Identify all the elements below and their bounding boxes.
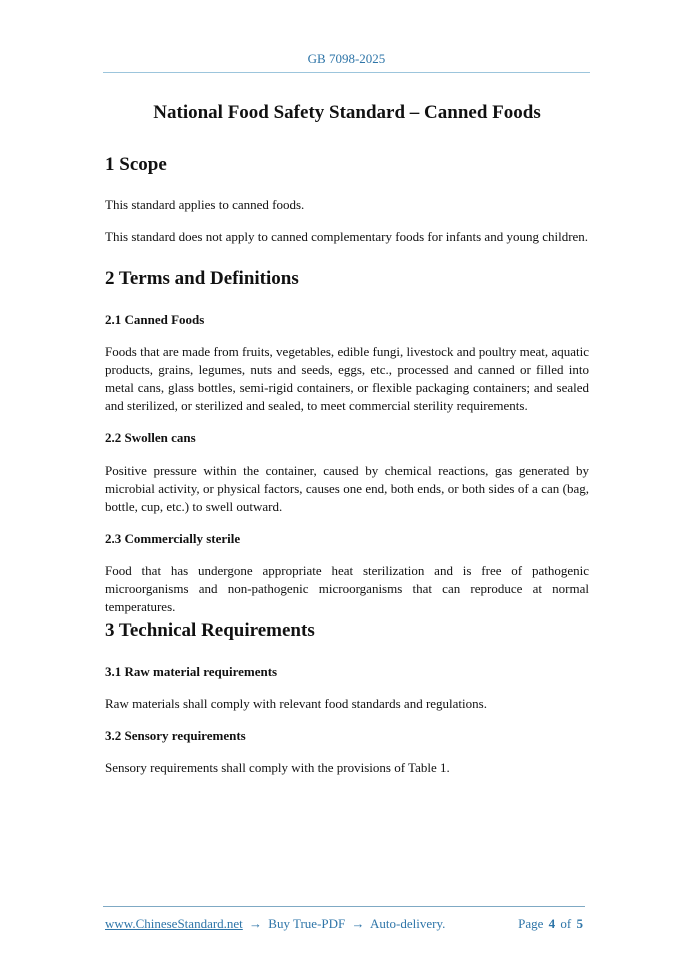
document-title: National Food Safety Standard – Canned Foods — [153, 102, 541, 123]
chinesestandard-link[interactable]: www.ChineseStandard.net — [105, 916, 243, 931]
commercially-sterile-definition: Food that has undergone appropriate heat sterilization and is free of pathogenic microorganisms and non-pathogenic microorganisms that can reproduce at normal temperatures. — [105, 563, 589, 614]
page-header — [103, 50, 590, 68]
standard-code: GB 7098-2025 — [307, 51, 386, 66]
scope-paragraph-1: This standard applies to canned foods. — [105, 197, 305, 212]
current-page-number: 4 — [548, 916, 556, 931]
arrow-right-icon: → — [351, 916, 365, 931]
canned-foods-definition: Foods that are made from fruits, vegetables, edible fungi, livestock and poultry meat, aquatic products, grains, legumes, nuts and seeds, eggs, etc., processed and canned or filled into metal cans, glass bottles, semi-rigid containers, or flexible packaging containers; and sealed and sterilized, or sterilized and sealed, to meet commercial sterility requirements. — [105, 344, 589, 413]
total-pages-number: 5 — [576, 916, 583, 931]
header-divider — [103, 72, 590, 73]
sensory-paragraph: Sensory requirements shall comply with the provisions of Table 1. — [105, 760, 450, 775]
subsection-heading-sensory: 3.2 Sensory requirements — [105, 728, 246, 743]
arrow-right-icon: → — [249, 916, 263, 931]
swollen-cans-definition: Positive pressure within the container, caused by chemical reactions, gas generated by microbial activity, or physical factors, causes one end, both ends, or both sides of a can (bag, bottle, cup, etc.) to swell outward. — [105, 463, 589, 514]
page-footer — [105, 916, 585, 932]
section-heading-scope: 1 Scope — [105, 154, 167, 175]
subsection-heading-raw-material: 3.1 Raw material requirements — [105, 664, 278, 679]
scope-paragraph-2: This standard does not apply to canned complementary foods for infants and young children. — [105, 229, 589, 244]
buy-pdf-text: Buy True-PDF — [268, 916, 346, 931]
subsection-heading-commercially-sterile: 2.3 Commercially sterile — [105, 531, 241, 546]
footer-divider — [103, 906, 585, 907]
page-of-label: of — [560, 916, 572, 931]
subsection-heading-canned-foods: 2.1 Canned Foods — [105, 312, 205, 327]
section-heading-technical: 3 Technical Requirements — [105, 620, 315, 641]
auto-delivery-text: Auto-delivery. — [370, 916, 446, 931]
page-label: Page — [518, 916, 544, 931]
page-indicator — [518, 916, 585, 932]
raw-material-paragraph: Raw materials shall comply with relevant food standards and regulations. — [105, 696, 487, 711]
subsection-heading-swollen-cans: 2.2 Swollen cans — [105, 430, 196, 445]
section-heading-terms: 2 Terms and Definitions — [105, 268, 299, 289]
